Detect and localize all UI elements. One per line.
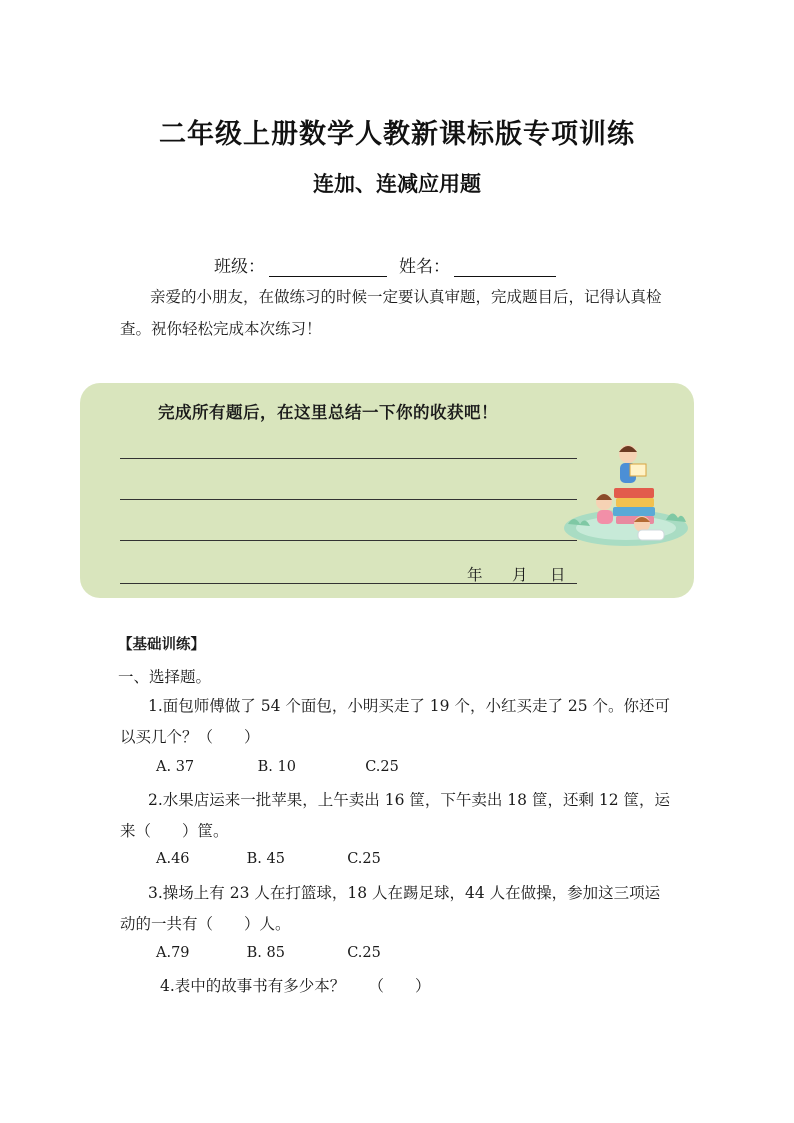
question-3-line-2: 动的一共有（ ）人。 <box>120 915 291 933</box>
question-3-line-1: 3.操场上有 23 人在打篮球，18 人在踢足球，44 人在做操，参加这三项运 <box>148 884 661 902</box>
option-b[interactable]: B. 85 <box>246 945 285 961</box>
option-c[interactable]: C.25 <box>365 759 399 775</box>
summary-line-1[interactable] <box>120 458 577 459</box>
option-a[interactable]: A. 37 <box>156 759 195 775</box>
question-1-options <box>156 759 399 775</box>
name-label: 姓名： <box>399 257 450 277</box>
year-label: 年 <box>467 566 483 584</box>
question-2-line-2: 来（ ）筐。 <box>120 822 229 840</box>
question-1-line-2: 以买几个？（ ） <box>120 728 260 746</box>
question-2-options <box>156 851 381 867</box>
class-blank[interactable] <box>269 258 387 277</box>
summary-line-2[interactable] <box>120 499 577 500</box>
summary-prompt: 完成所有题后，在这里总结一下你的收获吧！ <box>158 403 498 422</box>
page-title: 二年级上册数学人教新课标版专项训练 <box>159 119 635 150</box>
option-a[interactable]: A.79 <box>156 945 190 961</box>
question-2-line-1: 2.水果店运来一批苹果，上午卖出 16 筐，下午卖出 18 筐，还剩 12 筐，运 <box>148 791 671 809</box>
intro-line-1: 亲爱的小朋友，在做练习的时候一定要认真审题，完成题目后，记得认真检 <box>150 288 662 306</box>
section-heading: 【基础训练】 <box>118 637 205 653</box>
option-c[interactable]: C.25 <box>347 851 381 867</box>
summary-line-4[interactable] <box>120 583 577 584</box>
question-4-line-1: 4.表中的故事书有多少本？ （ ） <box>160 977 431 995</box>
page-subtitle: 连加、连减应用题 <box>313 172 481 196</box>
name-blank[interactable] <box>454 258 556 277</box>
day-label: 日 <box>550 566 566 584</box>
children-reading-books-illustration-icon <box>558 440 688 550</box>
option-a[interactable]: A.46 <box>156 851 190 867</box>
option-b[interactable]: B. 10 <box>257 759 296 775</box>
class-label: 班级： <box>214 257 265 277</box>
question-1-line-1: 1.面包师傅做了 54 个面包，小明买走了 19 个，小红买走了 25 个。你还可 <box>148 697 671 715</box>
intro-line-2: 查。祝你轻松完成本次练习！ <box>120 320 322 338</box>
student-info-row <box>214 252 556 277</box>
summary-line-3[interactable] <box>120 540 577 541</box>
question-3-options <box>156 945 381 961</box>
option-b[interactable]: B. 45 <box>246 851 285 867</box>
month-label: 月 <box>512 566 528 584</box>
option-c[interactable]: C.25 <box>347 945 381 961</box>
part-title: 一、选择题。 <box>118 668 212 686</box>
